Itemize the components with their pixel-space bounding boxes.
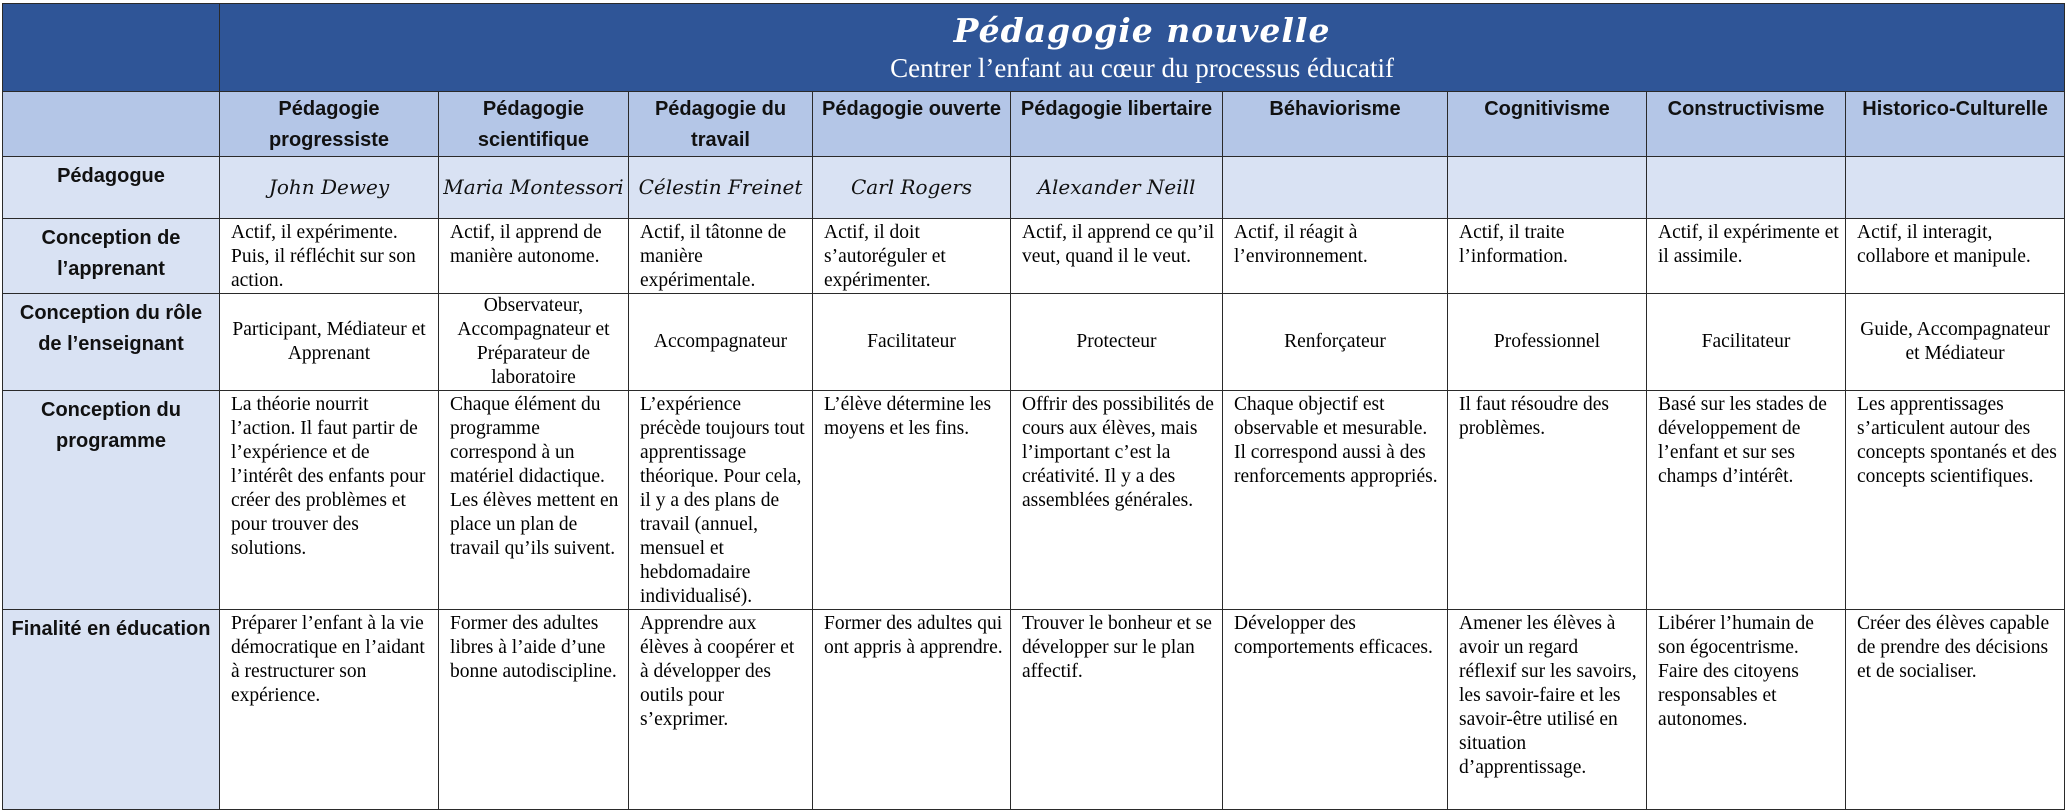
title-corner [3,4,220,92]
enseignant-row [3,294,2065,391]
table-cell: Guide, Accompagnateur et Médiateur [1846,294,2065,391]
column-header: Pédagogie scientifique [439,92,629,157]
table-cell: Il faut résoudre des problèmes. [1448,391,1647,610]
table-cell: Basé sur les stades de développement de l’enfant et sur ses champs d’intérêt. [1647,391,1846,610]
pedagogue-name: Alexander Neill [1011,157,1223,219]
table-cell: Amener les élèves à avoir un regard réflexif sur les savoirs, les savoir-faire et les savoir-être utilisé en situation d’apprentissage. [1448,610,1647,810]
table-cell: L’élève détermine les moyens et les fins. [813,391,1011,610]
pedagogue-name: John Dewey [220,157,439,219]
table-cell: Former des adultes qui ont appris à apprendre. [813,610,1011,810]
table-cell: Protecteur [1011,294,1223,391]
finalite-row [3,610,2065,810]
table-cell: Facilitateur [813,294,1011,391]
table-cell: Actif, il doit s’autoréguler et expérimenter. [813,219,1011,294]
table-cell: Libérer l’humain de son égocentrisme. Faire des citoyens responsables et autonomes. [1647,610,1846,810]
pedagogue-row [3,157,2065,219]
title-row [3,4,2065,92]
table-cell: Actif, il expérimente. Puis, il réfléchit sur son action. [220,219,439,294]
column-header: Constructivisme [1647,92,1846,157]
table-cell: Trouver le bonheur et se développer sur le plan affectif. [1011,610,1223,810]
header-row [3,92,2065,157]
table-cell: L’expérience précède toujours tout apprentissage théorique. Pour cela, il y a des plans de travail (annuel, mensuel et hebdomadaire individualisé). [629,391,813,610]
column-header: Cognitivisme [1448,92,1647,157]
table-cell: Offrir des possibilités de cours aux élèves, mais l’important c’est la créativité. Il y a des assemblées générales. [1011,391,1223,610]
row-label-enseignant: Conception du rôle de l’enseignant [3,294,220,391]
table-cell: Les apprentissages s’articulent autour des concepts spontanés et des concepts scientifiques. [1846,391,2065,610]
programme-row [3,391,2065,610]
table-cell: Actif, il apprend ce qu’il veut, quand il le veut. [1011,219,1223,294]
pedagogue-name: Maria Montessori [439,157,629,219]
row-label-programme: Conception du programme [3,391,220,610]
pedagogue-name [1846,157,2065,219]
table-cell: Actif, il réagit à l’environnement. [1223,219,1448,294]
column-header: Pédagogie libertaire [1011,92,1223,157]
table-cell: La théorie nourrit l’action. Il faut partir de l’expérience et de l’intérêt des enfants pour créer des problèmes et pour trouver des solutions. [220,391,439,610]
table-cell: Actif, il traite l’information. [1448,219,1647,294]
table-cell: Créer des élèves capable de prendre des décisions et de socialiser. [1846,610,2065,810]
pedagogue-name [1448,157,1647,219]
table-cell: Observateur, Accompagnateur et Préparateur de laboratoire [439,294,629,391]
table-cell: Apprendre aux élèves à coopérer et à développer des outils pour s’exprimer. [629,610,813,810]
row-label-finalite: Finalité en éducation [3,610,220,810]
table-cell: Développer des comportements efficaces. [1223,610,1448,810]
column-header: Historico-Culturelle [1846,92,2065,157]
pedagogue-name: Célestin Freinet [629,157,813,219]
pedagogue-name: Carl Rogers [813,157,1011,219]
table-cell: Chaque élément du programme correspond à un matériel didactique. Les élèves mettent en place un plan de travail qu’ils suivent. [439,391,629,610]
header-corner [3,92,220,157]
table-cell: Chaque objectif est observable et mesurable. Il correspond aussi à des renforcements appropriés. [1223,391,1448,610]
page-title: Pédagogie nouvelle [953,10,1331,50]
table-cell: Actif, il expérimente et il assimile. [1647,219,1846,294]
table-cell: Actif, il apprend de manière autonome. [439,219,629,294]
page-subtitle: Centrer l’enfant au cœur du processus éducatif [890,52,1394,83]
column-header: Pédagogie du travail [629,92,813,157]
row-label-apprenant: Conception de l’apprenant [3,219,220,294]
table-cell: Professionnel [1448,294,1647,391]
table-cell: Participant, Médiateur et Apprenant [220,294,439,391]
title-band [220,4,2065,92]
table-cell: Accompagnateur [629,294,813,391]
table-cell: Renforçateur [1223,294,1448,391]
row-label-pedagogue: Pédagogue [3,157,220,219]
table-cell: Actif, il tâtonne de manière expérimentale. [629,219,813,294]
table-cell: Former des adultes libres à l’aide d’une bonne autodiscipline. [439,610,629,810]
table-cell: Préparer l’enfant à la vie démocratique en l’aidant à restructurer son expérience. [220,610,439,810]
apprenant-row [3,219,2065,294]
pedagogue-name [1223,157,1448,219]
pedagogy-table [2,3,2065,810]
column-header: Béhaviorisme [1223,92,1448,157]
table-cell: Actif, il interagit, collabore et manipule. [1846,219,2065,294]
column-header: Pédagogie ouverte [813,92,1011,157]
pedagogue-name [1647,157,1846,219]
column-header: Pédagogie progressiste [220,92,439,157]
table-cell: Facilitateur [1647,294,1846,391]
